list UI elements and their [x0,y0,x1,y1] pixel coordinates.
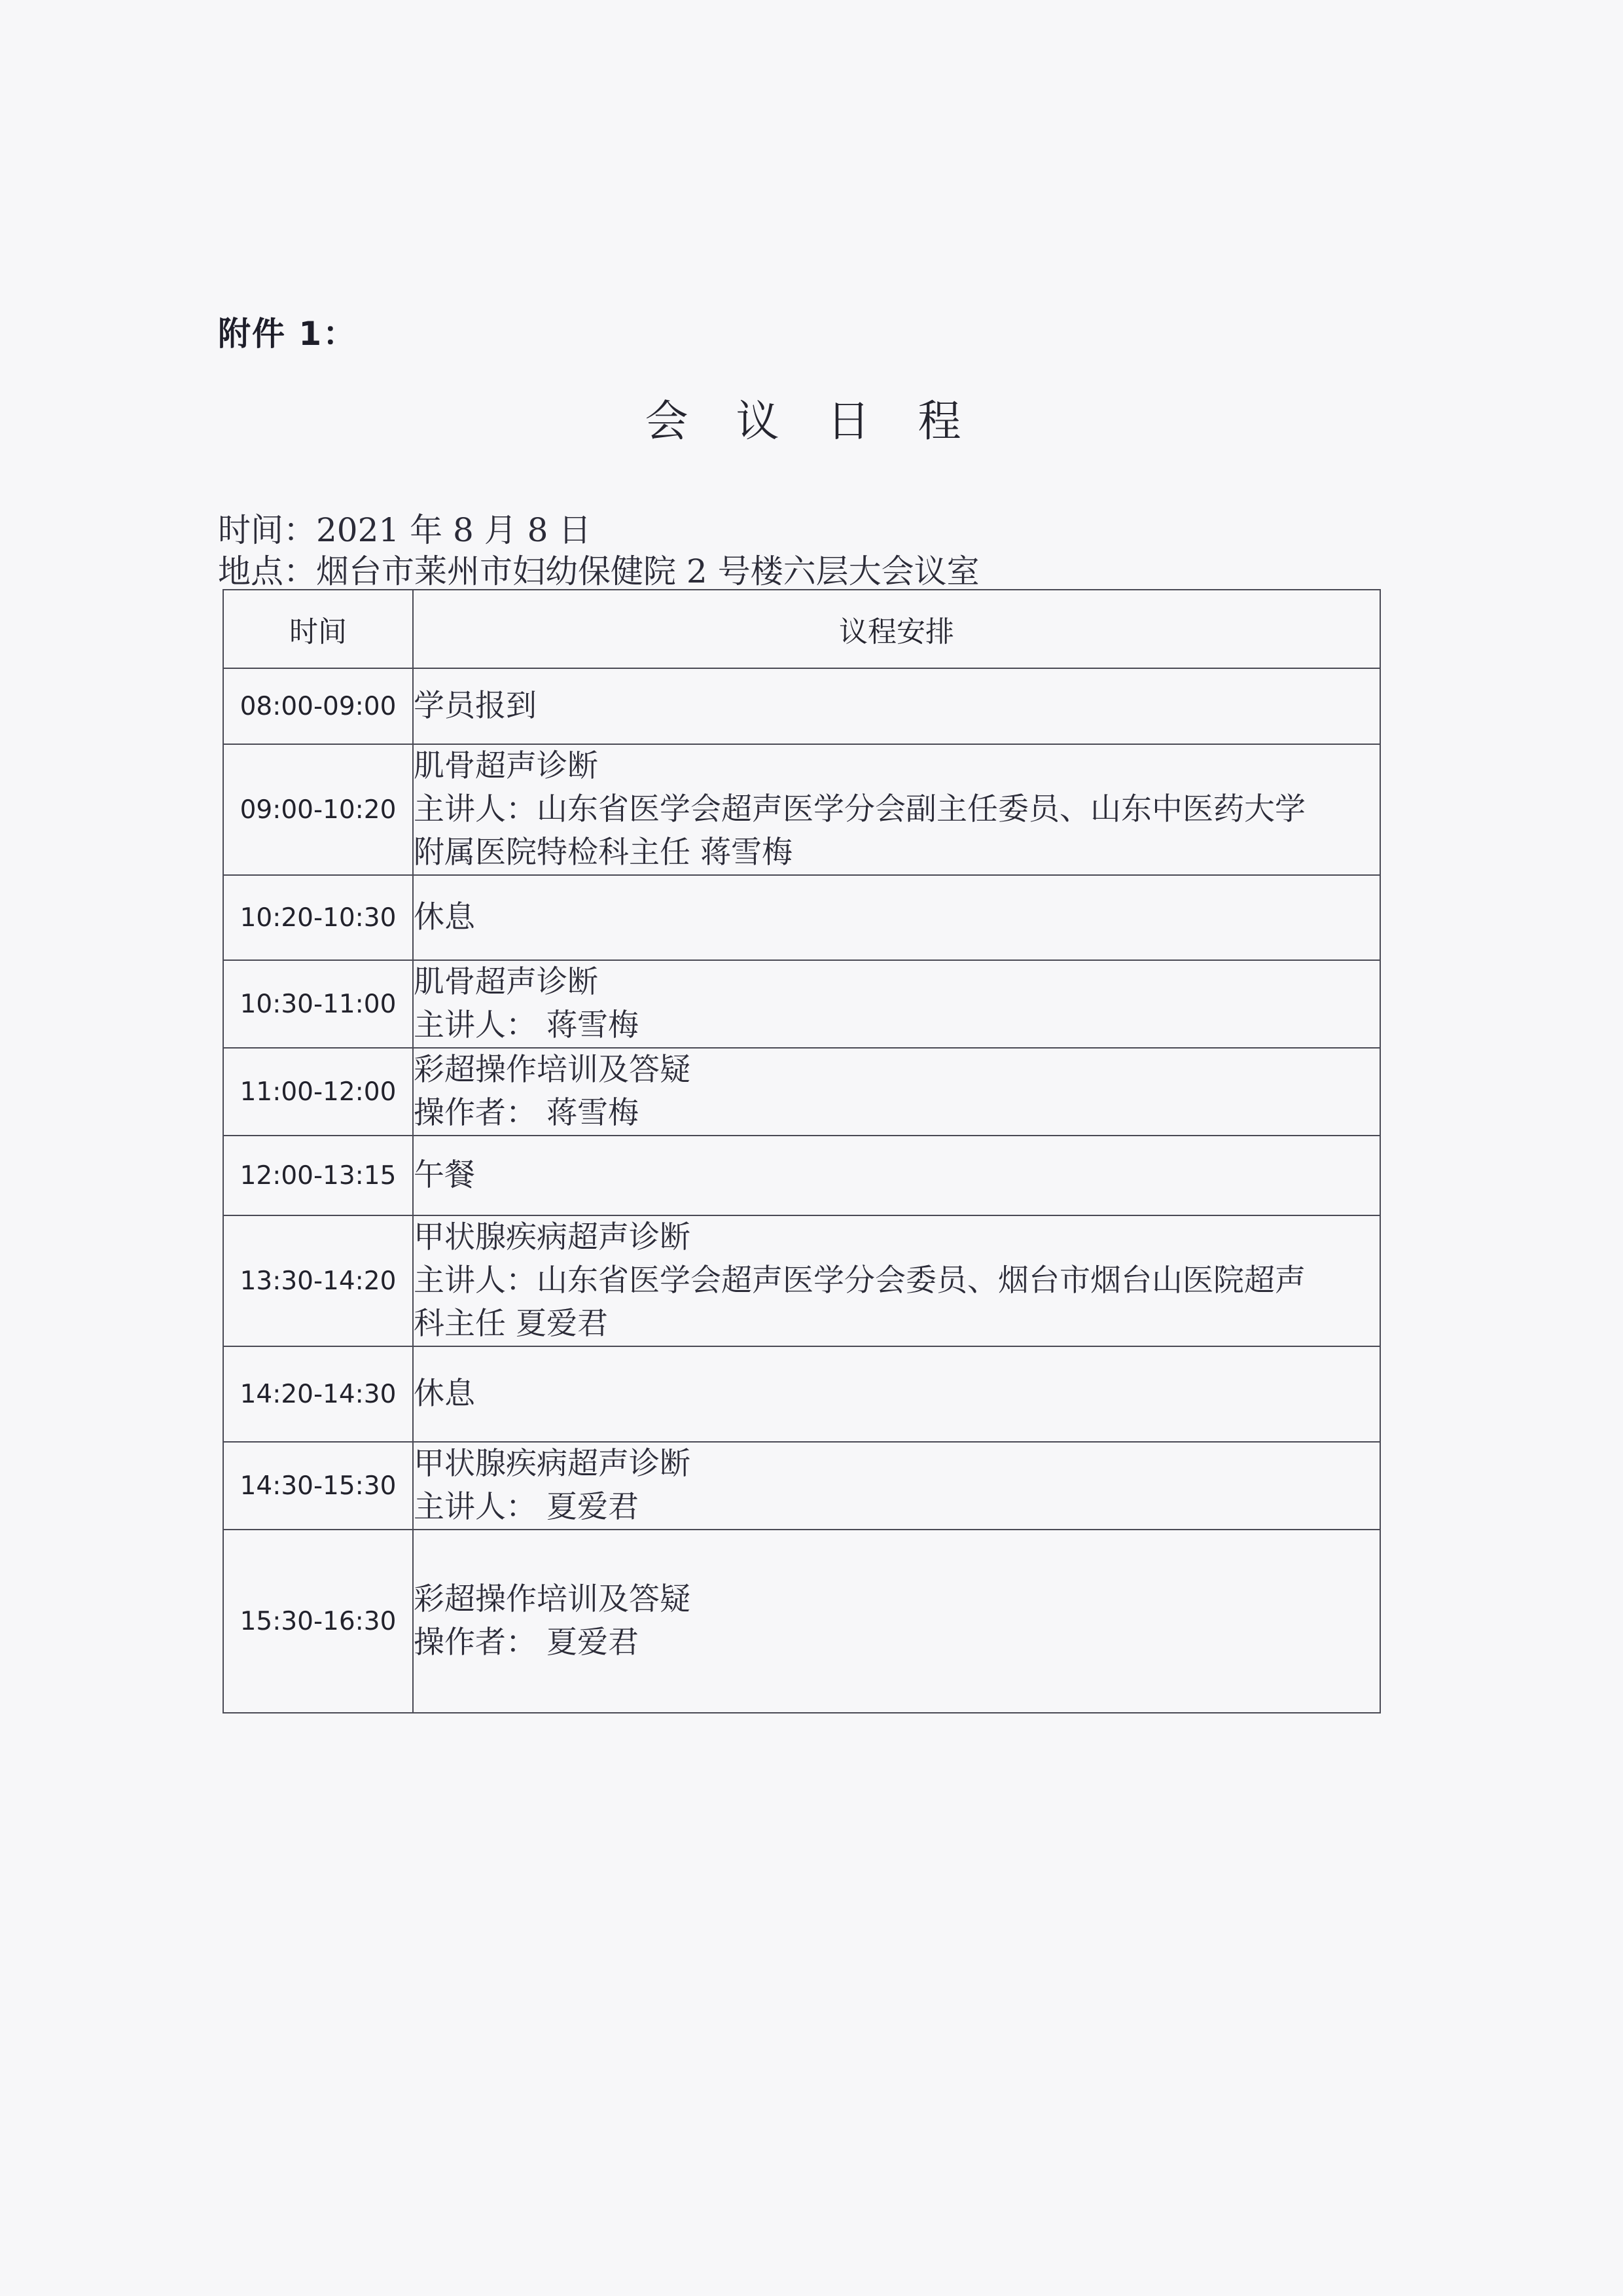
row-time: 14:30-15:30 [223,1442,413,1530]
row-agenda [413,1346,1380,1442]
meta-place [218,545,980,592]
agenda-line: 休息 [414,1376,475,1412]
table-row [223,1442,1380,1530]
agenda-line: 彩超操作培训及答疑 [414,1052,690,1088]
row-agenda [413,875,1380,960]
agenda-line: 学员报到 [414,688,537,724]
row-time: 09:00-10:20 [223,744,413,875]
table-row [223,1136,1380,1215]
page-title: 会 议 日 程 [645,396,978,446]
agenda-line: 操作者： 夏爱君 [414,1624,639,1660]
row-time: 15:30-16:30 [223,1530,413,1713]
row-agenda [413,744,1380,875]
row-time: 14:20-14:30 [223,1346,413,1442]
agenda-line: 主讲人： 蒋雪梅 [414,1007,639,1043]
table-row [223,1346,1380,1442]
header-time: 时间 [223,590,413,668]
attachment-label: 附件 1： [218,315,357,353]
table-row [223,1048,1380,1136]
agenda-line: 肌骨超声诊断 [414,964,598,1000]
agenda-line: 休息 [414,899,475,935]
table-row [223,960,1380,1048]
table-row [223,1530,1380,1713]
meta-time-value: 2021 年 8 月 8 日 [316,511,592,549]
row-agenda [413,1215,1380,1346]
agenda-line: 主讲人：山东省医学会超声医学分会副主任委员、山东中医药大学 [414,791,1306,827]
agenda-line: 附属医院特检科主任 蒋雪梅 [414,834,793,870]
row-time: 10:30-11:00 [223,960,413,1048]
table-row [223,668,1380,744]
agenda-line: 肌骨超声诊断 [414,748,598,784]
row-time: 12:00-13:15 [223,1136,413,1215]
row-agenda [413,1136,1380,1215]
agenda-line: 主讲人： 夏爱君 [414,1489,639,1525]
agenda-line: 甲状腺疾病超声诊断 [414,1219,690,1255]
agenda-line: 午餐 [414,1157,475,1193]
row-time: 11:00-12:00 [223,1048,413,1136]
row-agenda [413,1530,1380,1713]
table-header-row [223,590,1380,668]
agenda-line: 操作者： 蒋雪梅 [414,1095,639,1131]
row-agenda [413,668,1380,744]
agenda-line: 主讲人：山东省医学会超声医学分会委员、烟台市烟台山医院超声 [414,1263,1306,1299]
table-row [223,744,1380,875]
row-time: 08:00-09:00 [223,668,413,744]
table-row [223,875,1380,960]
meta-time [218,504,591,551]
table-row [223,1215,1380,1346]
agenda-line: 甲状腺疾病超声诊断 [414,1446,690,1482]
row-time: 13:30-14:20 [223,1215,413,1346]
agenda-line: 科主任 夏爱君 [414,1306,608,1342]
header-agenda: 议程安排 [413,590,1380,668]
agenda-line: 彩超操作培训及答疑 [414,1581,690,1617]
row-time: 10:20-10:30 [223,875,413,960]
meta-place-value: 烟台市莱州市妇幼保健院 2 号楼六层大会议室 [316,552,980,590]
row-agenda [413,1048,1380,1136]
meta-place-label: 地点： [218,552,316,590]
row-agenda [413,1442,1380,1530]
schedule-table [223,589,1381,1713]
meta-time-label: 时间： [218,511,316,549]
row-agenda [413,960,1380,1048]
